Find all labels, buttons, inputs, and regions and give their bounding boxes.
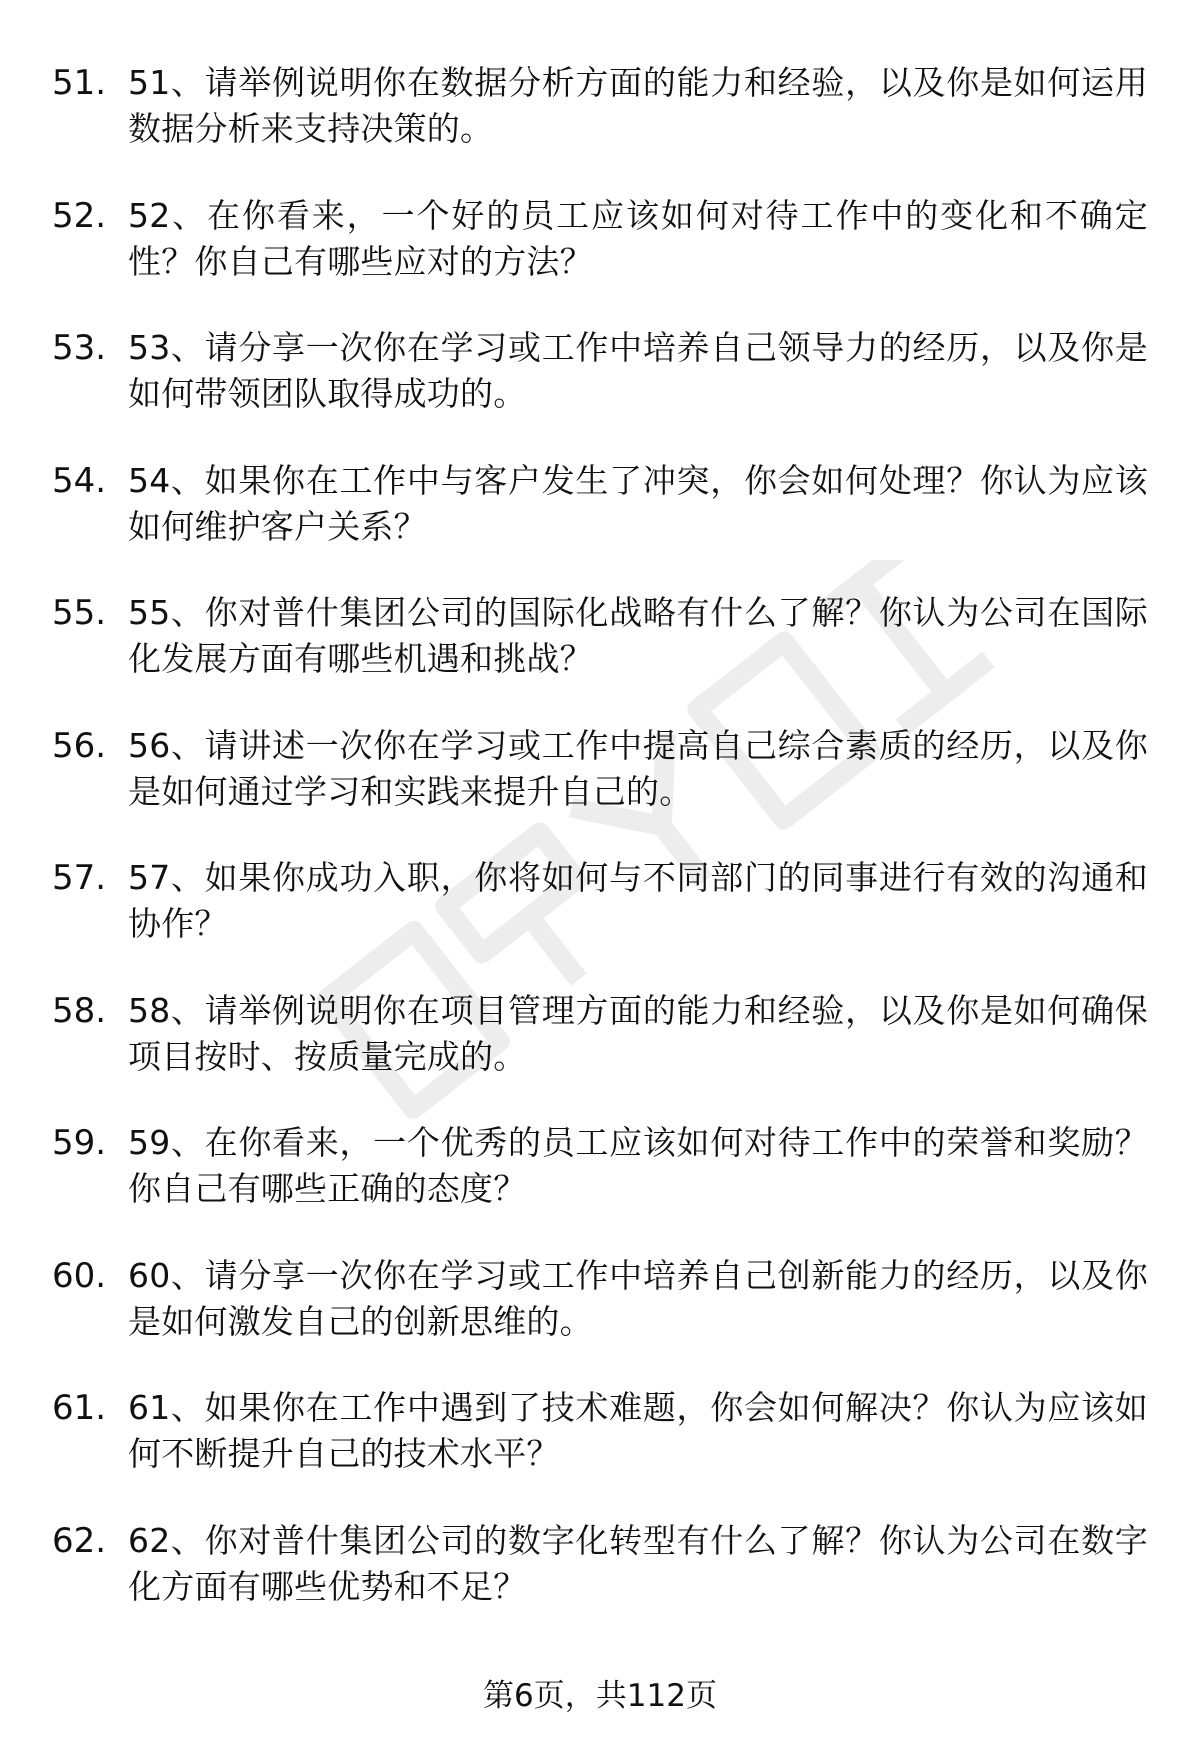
question-number: 53.	[52, 328, 107, 368]
question-text: 56、请讲述一次你在学习或工作中提高自己综合素质的经历，以及你是如何通过学习和实践来提升自己的。	[128, 725, 1148, 811]
question-number: 51.	[52, 63, 107, 103]
question-text: 62、你对普什集团公司的数字化转型有什么了解？你认为公司在数字化方面有哪些优势和不足？	[128, 1520, 1148, 1606]
question-text: 59、在你看来，一个优秀的员工应该如何对待工作中的荣誉和奖励？你自己有哪些正确的态度？	[128, 1123, 1148, 1208]
question-number: 55.	[52, 593, 107, 633]
question-number: 57.	[52, 858, 107, 898]
question-text: 53、请分享一次你在学习或工作中培养自己领导力的经历，以及你是如何带领团队取得成功的。	[128, 328, 1148, 413]
question-text: 57、如果你成功入职，你将如何与不同部门的同事进行有效的沟通和协作？	[128, 858, 1148, 943]
question-number: 58.	[52, 990, 107, 1031]
question-number: 54.	[52, 460, 107, 501]
page-footer	[0, 1676, 1200, 1716]
question-item	[0, 1120, 1200, 1253]
question-text: 60、请分享一次你在学习或工作中培养自己创新能力的经历，以及你是如何激发自己的创新思维的。	[128, 1255, 1148, 1341]
question-number: 59.	[52, 1123, 107, 1163]
question-number: 56.	[52, 725, 107, 766]
question-item	[0, 988, 1200, 1121]
question-item	[0, 855, 1200, 988]
question-text: 58、请举例说明你在项目管理方面的能力和经验，以及你是如何确保项目按时、按质量完成的。	[128, 990, 1148, 1076]
question-item	[0, 193, 1200, 326]
question-item	[0, 590, 1200, 723]
question-number: 60.	[52, 1255, 107, 1296]
question-item	[0, 458, 1200, 591]
question-list	[0, 60, 1200, 1650]
question-text: 51、请举例说明你在数据分析方面的能力和经验，以及你是如何运用数据分析来支持决策的。	[128, 63, 1148, 148]
question-item	[0, 60, 1200, 193]
question-text: 54、如果你在工作中与客户发生了冲突，你会如何处理？你认为应该如何维护客户关系？	[128, 460, 1148, 546]
question-text: 52、在你看来，一个好的员工应该如何对待工作中的变化和不确定性？你自己有哪些应对的方法？	[128, 195, 1148, 281]
question-item	[0, 1253, 1200, 1386]
question-number: 62.	[52, 1520, 107, 1561]
question-item	[0, 1518, 1200, 1651]
question-item	[0, 325, 1200, 458]
question-text: 55、你对普什集团公司的国际化战略有什么了解？你认为公司在国际化发展方面有哪些机遇和挑战？	[128, 593, 1148, 678]
question-item	[0, 1385, 1200, 1518]
page-number-label: 第6页，共112页	[483, 1678, 717, 1714]
question-number: 61.	[52, 1388, 107, 1428]
question-item	[0, 723, 1200, 856]
question-text: 61、如果你在工作中遇到了技术难题，你会如何解决？你认为应该如何不断提升自己的技术水平？	[128, 1388, 1148, 1473]
question-number: 52.	[52, 195, 107, 236]
